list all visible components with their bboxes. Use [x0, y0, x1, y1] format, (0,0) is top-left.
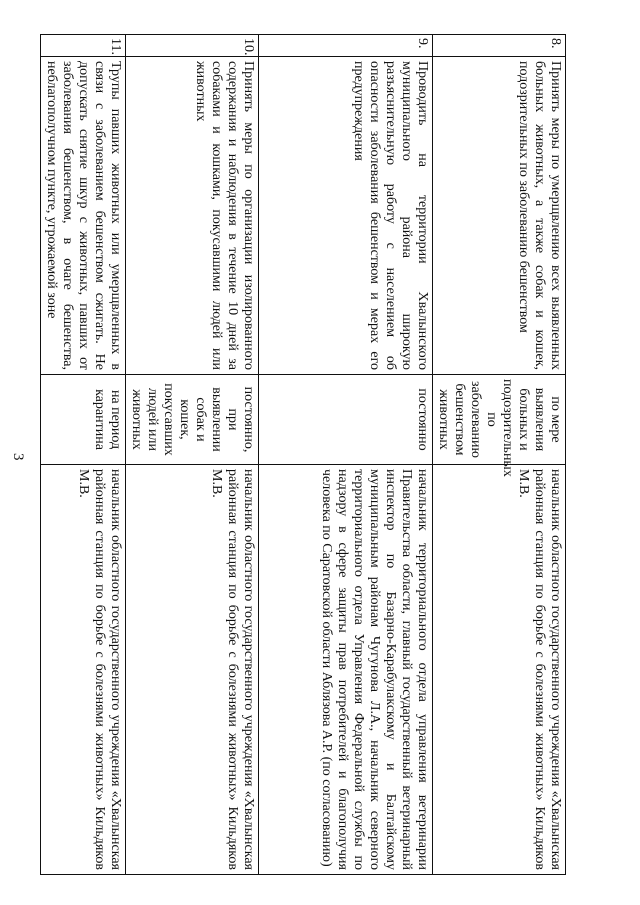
- term-cell: постоянно, при выявлении собак и кошек, покусавших людей или животных: [126, 375, 259, 465]
- plan-table-container: [44, 34, 566, 874]
- responsible-cell: начальник областного государственного учреждения «Хвалынская районная станция по борьбе с болезнями животных» Кильдяков М.В.: [433, 465, 566, 875]
- term-cell: по мере выявления больных и подозрительных по заболеванию бешенством животных: [433, 375, 566, 465]
- table-row: [433, 35, 566, 875]
- page-number: 3: [10, 453, 26, 461]
- table-row: [41, 35, 126, 875]
- row-number: 11.: [41, 35, 126, 57]
- row-number: 9.: [259, 35, 433, 57]
- table-row: [259, 35, 433, 875]
- term-cell: постоянно: [259, 375, 433, 465]
- term-cell: на период карантина: [41, 375, 126, 465]
- measure-cell: Проводить на территории Хвалынского муниципального района широкую разъяснительную работу с населением об опасности заболевания бешенством и мерах его предупреждения: [259, 57, 433, 375]
- responsible-cell: начальник областного государственного учреждения «Хвалынская районная станция по борьбе с болезнями животных» Кильдяков М.В.: [126, 465, 259, 875]
- measure-cell: Трупы павших животных или умерщвленных в связи с заболеванием бешенством сжигать. Не допускать снятие шкур с животных, павших от заболевания бешенством, в очаге бешенства, неблагополучном пункте, угрожаемой зоне: [41, 57, 126, 375]
- measure-cell: Принять меры по умерщвлению всех выявленных больных животных, а также собак и кошек, подозрительных по заболеванию бешенством: [433, 57, 566, 375]
- measure-cell: Принять меры по организации изолированного содержания и наблюдения в течение 10 дней за собаками и кошками, покусавшими людей или животных: [126, 57, 259, 375]
- plan-table: [40, 34, 566, 875]
- table-row: [126, 35, 259, 875]
- responsible-cell: начальник областного государственного учреждения «Хвалынская районная станция по борьбе с болезнями животных» Кильдяков М.В.: [41, 465, 126, 875]
- responsible-cell: начальник территориального отдела управления ветеринарии Правительства области, главный государственный ветеринарный инспектор по Базарно-Карабулакскому и Балтайскому муниципальным районам Чугунова Л.А., начальник северного территориального отдела Управления Федеральной службы по надзору в сфере защиты прав потребителей и благополучия человека по Саратовской области Аблязова А.Р. (по согласованию): [259, 465, 433, 875]
- row-number: 10.: [126, 35, 259, 57]
- row-number: 8.: [433, 35, 566, 57]
